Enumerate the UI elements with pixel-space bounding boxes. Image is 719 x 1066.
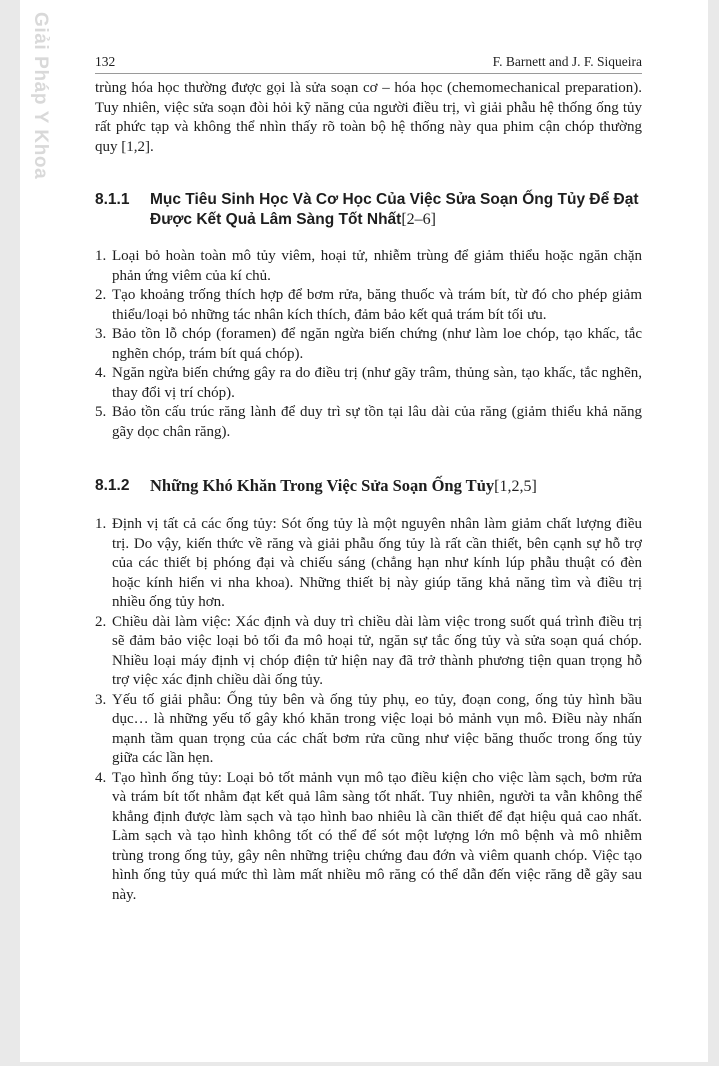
book-page	[20, 0, 708, 1062]
section-refs: [2–6]	[401, 211, 436, 228]
section-heading-8-1-1	[95, 190, 642, 230]
list-item: 5. Bảo tồn cấu trúc răng lành để duy trì sự tồn tại lâu dài của răng (giảm thiểu khả năng gãy dọc chân răng).	[95, 404, 642, 440]
section-refs: [1,2,5]	[494, 478, 537, 495]
watermark: Giải Pháp Y Khoa	[30, 12, 51, 180]
running-head: F. Barnett and J. F. Siqueira	[492, 54, 642, 69]
page-header	[95, 52, 642, 74]
section-number: 8.1.1	[95, 191, 130, 208]
list-item: 3. Bảo tồn lỗ chóp (foramen) để ngăn ngừa biến chứng (như làm loe chóp, tạo khấc, tắc nghẽn chóp, trám bít quá chóp).	[95, 326, 642, 362]
intro-paragraph: trùng hóa học thường được gọi là sửa soạn cơ – hóa học (chemomechanical preparation). Tuy nhiên, việc sửa soạn đòi hỏi kỹ năng của người điều trị, vì giải phẫu hệ thống ống tủy rất phức tạp và không thể nhìn thấy rõ toàn bộ hệ thống này qua phim cận chóp thường quy [1,2].	[95, 80, 642, 155]
page-number: 132	[95, 54, 116, 69]
list-item: 1. Loại bỏ hoàn toàn mô tủy viêm, hoại tử, nhiễm trùng để giảm thiểu hoặc ngăn chặn phản ứng viêm của kí chủ.	[95, 248, 642, 284]
section-heading-8-1-2	[95, 476, 642, 497]
goals-list	[95, 247, 642, 442]
list-item: 2. Tạo khoảng trống thích hợp để bơm rửa, băng thuốc và trám bít, từ đó cho phép giảm thiểu/loại bỏ những tác nhân kích thích, đảm bảo kết quả trám bít tối ưu.	[95, 287, 642, 323]
list-item: 2. Chiều dài làm việc: Xác định và duy trì chiều dài làm việc trong suốt quá trình điều trị sẽ đảm bảo việc loại bỏ tối đa mô hoại tử, ngăn sự tắc ống tủy và sửa soạn quá chóp. Nhiều loại máy định vị chóp điện tử hiện nay đã trở thành phương tiện quan trọng hỗ trợ việc xác định chiều dài ống tủy.	[95, 613, 642, 688]
list-item: 4. Tạo hình ống tủy: Loại bỏ tốt mảnh vụn mô tạo điều kiện cho việc làm sạch, bơm rửa và trám bít tốt nhằm đạt kết quả lâm sàng tốt nhất. Tuy nhiên, người ta vẫn không thể khẳng định được làm sạch và tạo hình bao nhiêu là cần thiết để đạt hiệu quả cao nhất. Làm sạch và tạo hình không tốt có thể để sót một lượng lớn mô bệnh và mô nhiễm trùng trong ống tủy, gây nên những triệu chứng đau đớn và viêm quanh chóp. Việc tạo hình ống tủy quá mức thì làm mất nhiều mô răng có thể dẫn đến việc răng dễ gãy sau này.	[95, 769, 642, 903]
section-title: Những Khó Khăn Trong Việc Sửa Soạn Ống Tủy	[150, 476, 495, 495]
page-content	[95, 79, 642, 905]
list-item: 1. Định vị tất cả các ống tủy: Sót ống tủy là một nguyên nhân làm giảm chất lượng điều trị. Do vậy, kiến thức về răng và giải phẫu ống tủy là rất cần thiết, bên cạnh sự hỗ trợ của các thiết bị phóng đại và chiếu sáng (chẳng hạn như kính lúp phẫu thuật có đèn hoặc kính hiển vi nha khoa). Những thiết bị này giúp tăng khả năng tìm và điều trị nhiều ống tủy hơn.	[95, 516, 642, 610]
difficulties-list	[95, 515, 642, 905]
list-item: 4. Ngăn ngừa biến chứng gây ra do điều trị (như gãy trâm, thủng sàn, tạo khấc, tắc nghẽn, thay đổi vị trí chóp).	[95, 365, 642, 401]
section-number: 8.1.2	[95, 477, 130, 494]
list-item: 3. Yếu tố giải phẫu: Ống tủy bên và ống tủy phụ, eo tủy, đoạn cong, ống tủy hình bầu dục… là những yếu tố gây khó khăn trong việc loại bỏ mảnh vụn mô. Điều này nhấn mạnh tầm quan trọng của các chất bơm rửa cũng như việc băng thuốc trong ống tủy giữa các lần hẹn.	[95, 691, 642, 766]
section-title: Mục Tiêu Sinh Học Và Cơ Học Của Việc Sửa Soạn Ống Tủy Để Đạt Được Kết Quả Lâm Sàng Tốt Nhất	[150, 191, 639, 228]
